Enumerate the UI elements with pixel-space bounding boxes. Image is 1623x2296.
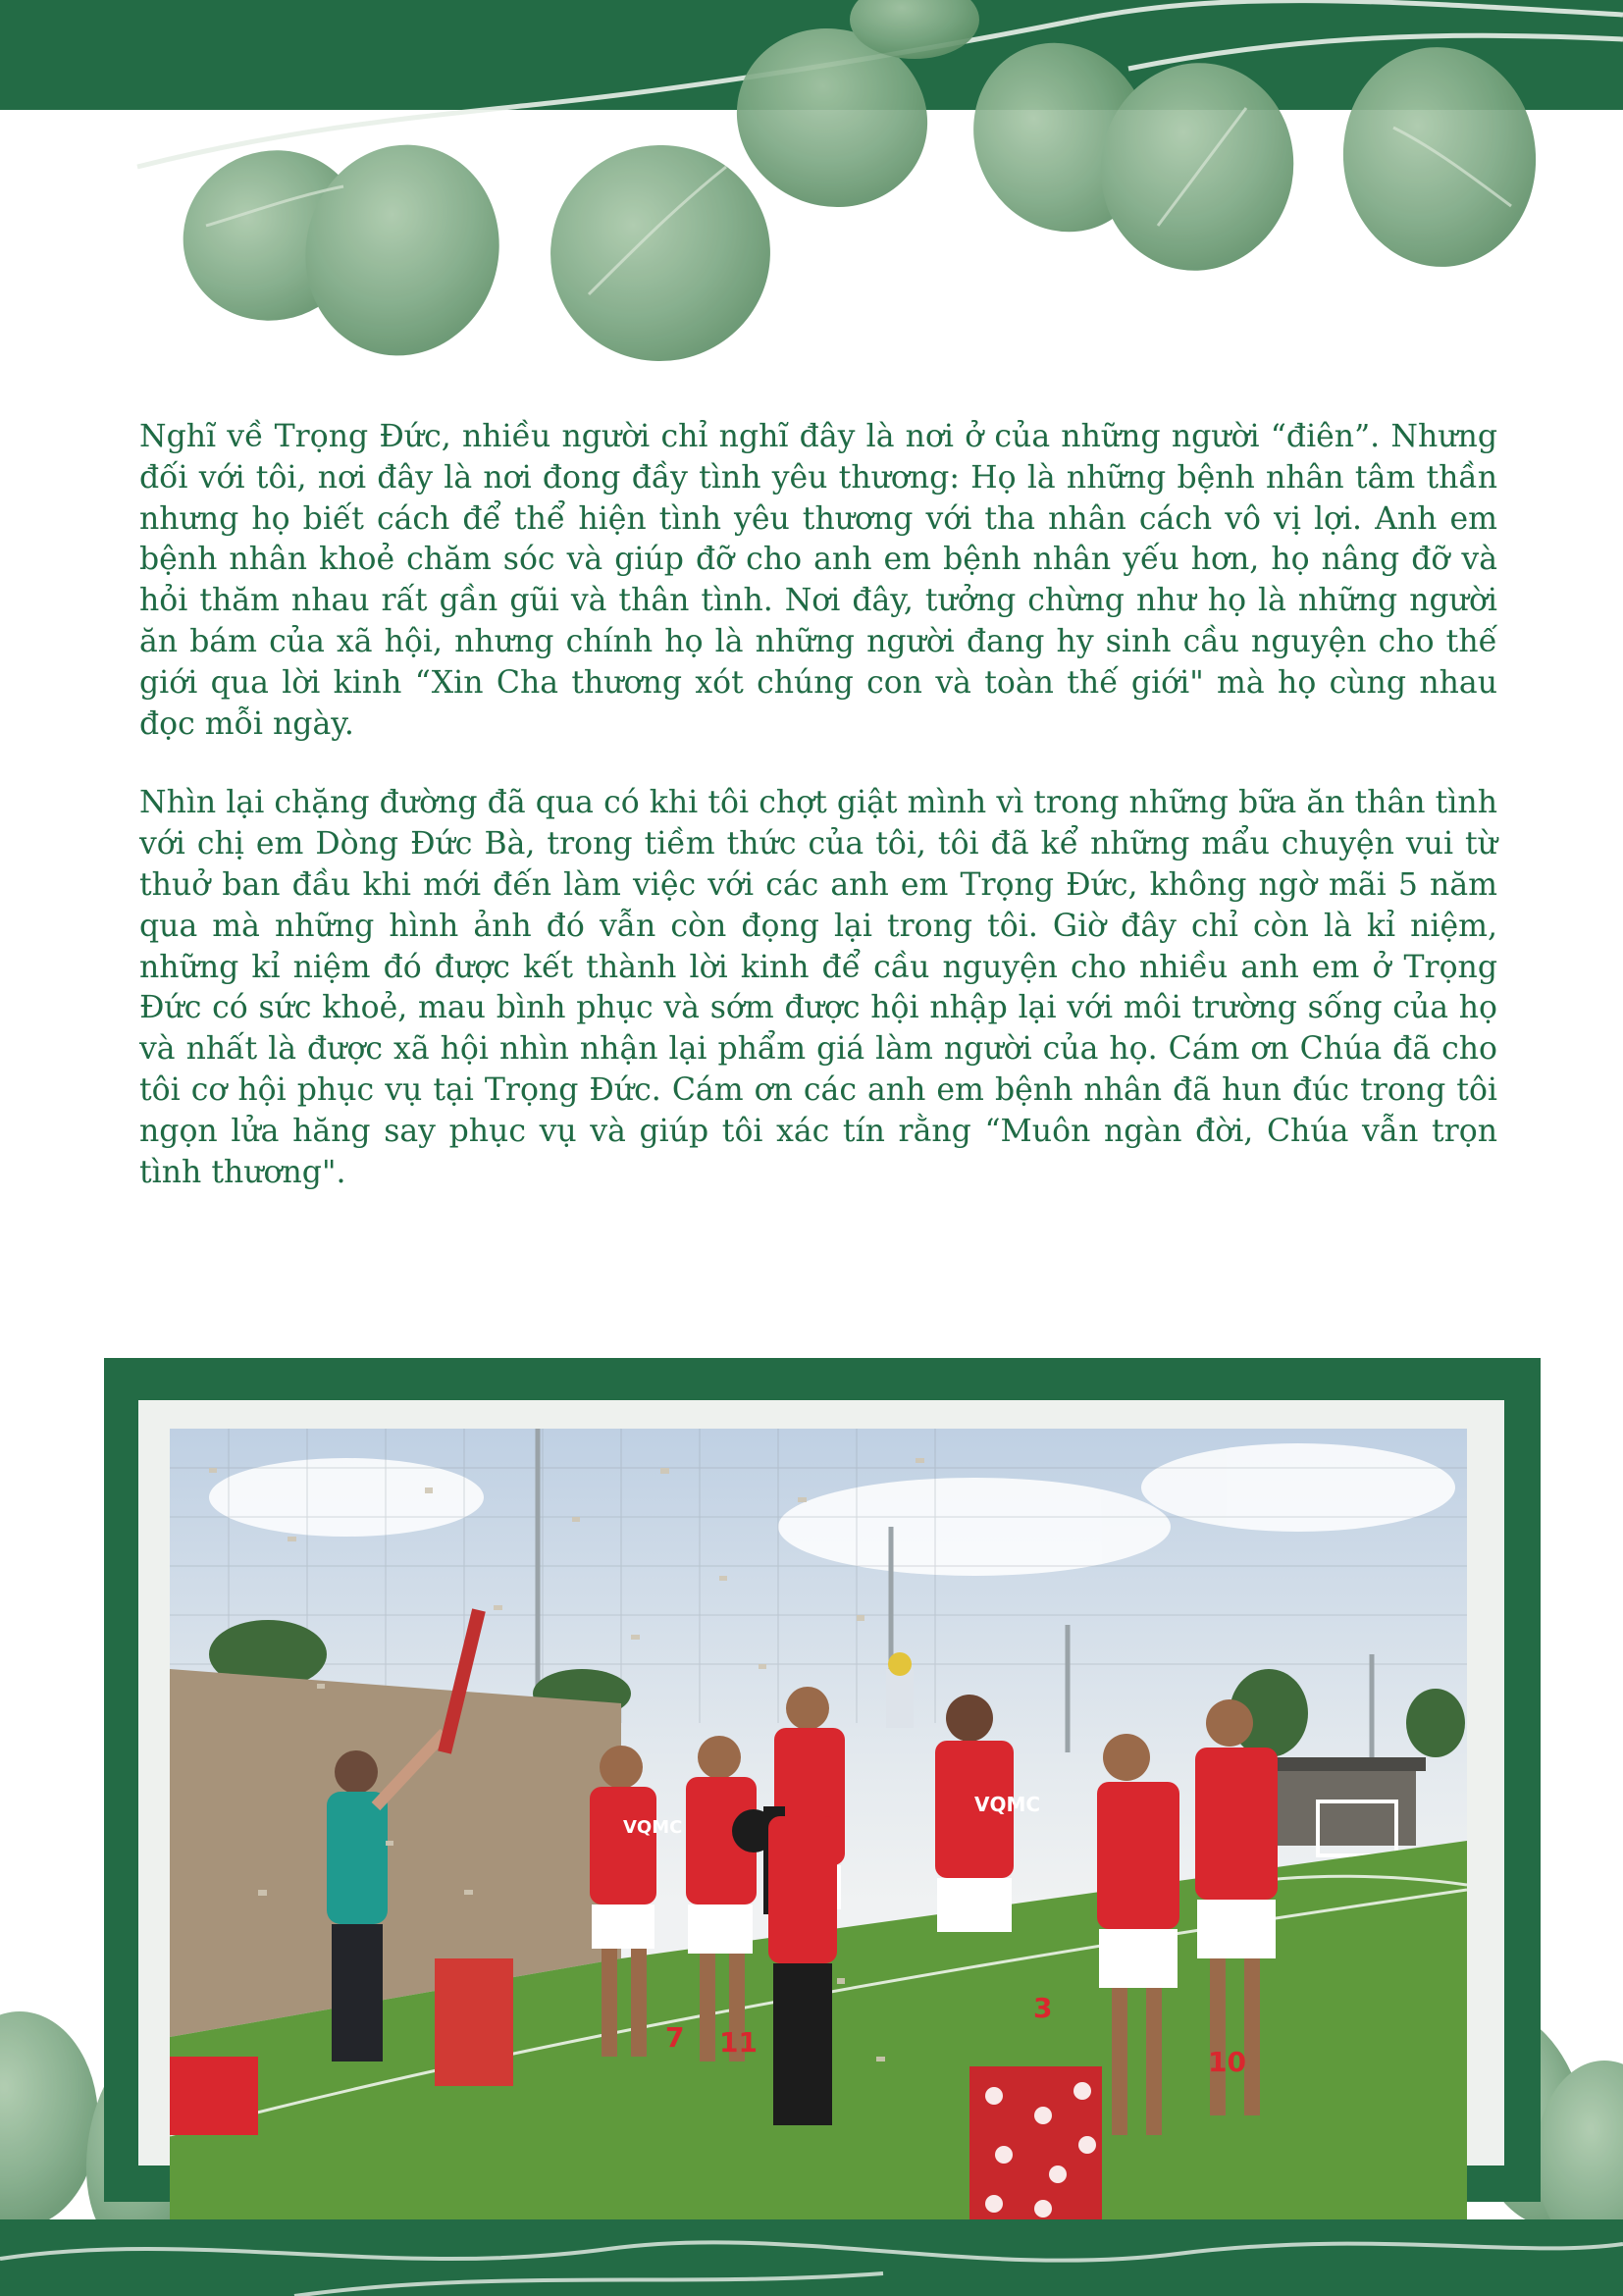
photo-celebration	[170, 1429, 1467, 2221]
leaf-shape	[0, 2011, 98, 2227]
photo-frame	[104, 1358, 1541, 2202]
jersey-sponsor: VQMC	[974, 1793, 1041, 1816]
jersey-sponsor: VQMC	[623, 1817, 683, 1838]
article-body	[139, 417, 1497, 1193]
bottom-stems	[0, 2219, 1623, 2296]
top-green-band	[0, 0, 1623, 110]
jersey-number: 3	[1033, 1992, 1053, 2024]
jersey-number: 10	[1208, 2046, 1246, 2078]
clouds	[209, 1443, 1455, 1576]
jersey-number: 11	[719, 2026, 758, 2059]
top-leaf-veins	[206, 108, 1511, 294]
leaf-shape	[282, 123, 522, 377]
trophy	[886, 1669, 914, 1728]
red-stool	[435, 1958, 513, 2086]
article-paragraph: Nghĩ về Trọng Đức, nhiều người chỉ nghĩ đây là nơi ở của những người “điên”. Nhưng đối với tôi, nơi đây là nơi đong đầy tình yêu thương: Họ là những bệnh nhân tâm thần nhưng họ biết cách để thể hiện tình yêu thương với tha nhân cách vô vị lợi. Anh em bệnh nhân khoẻ chăm sóc và giúp đỡ cho anh em bệnh nhân yếu hơn, họ nâng đỡ và hỏi thăm nhau rất gần gũi và thân tình. Nơi đây, tưởng chừng như họ là những người ăn bám của xã hội, nhưng chính họ là những người đang hy sinh cầu nguyện cho thế giới qua lời kinh “Xin Cha thương xót chúng con và toàn thế giới" mà họ cùng nhau đọc mỗi ngày.	[139, 419, 1497, 742]
jersey-number: 7	[665, 2021, 685, 2054]
leaf-shape	[159, 126, 387, 346]
photo-mat	[138, 1400, 1504, 2166]
photo-illustration	[170, 1429, 1467, 2221]
leaf-shape	[534, 128, 788, 379]
article-paragraph: Nhìn lại chặng đường đã qua có khi tôi chợt giật mình vì trong những bữa ăn thân tình với chị em Dòng Đức Bà, trong tiềm thức của tôi, tôi đã kể những mẩu chuyện vui từ thuở ban đầu khi mới đến làm việc với các anh em Trọng Đức, không ngờ mãi 5 năm qua mà những hình ảnh đó vẫn còn đọng lại trong tôi. Giờ đây chỉ còn là kỉ niệm, những kỉ niệm đó được kết thành lời kinh để cầu nguyện cho nhiều anh em ở Trọng Đức có sức khoẻ, mau bình phục và sớm được hội nhập lại với môi trường sống của họ và nhất là được xã hội nhìn nhận lại phẩm giá làm người của họ. Cám ơn Chúa đã cho tôi cơ hội phục vụ tại Trọng Đức. Cám ơn các anh em bệnh nhân đã hun đúc trong tôi ngọn lửa hăng say phục vụ và giúp tôi xác tín rằng “Muôn ngàn đời, Chúa vẫn trọn tình thương".	[139, 785, 1497, 1190]
